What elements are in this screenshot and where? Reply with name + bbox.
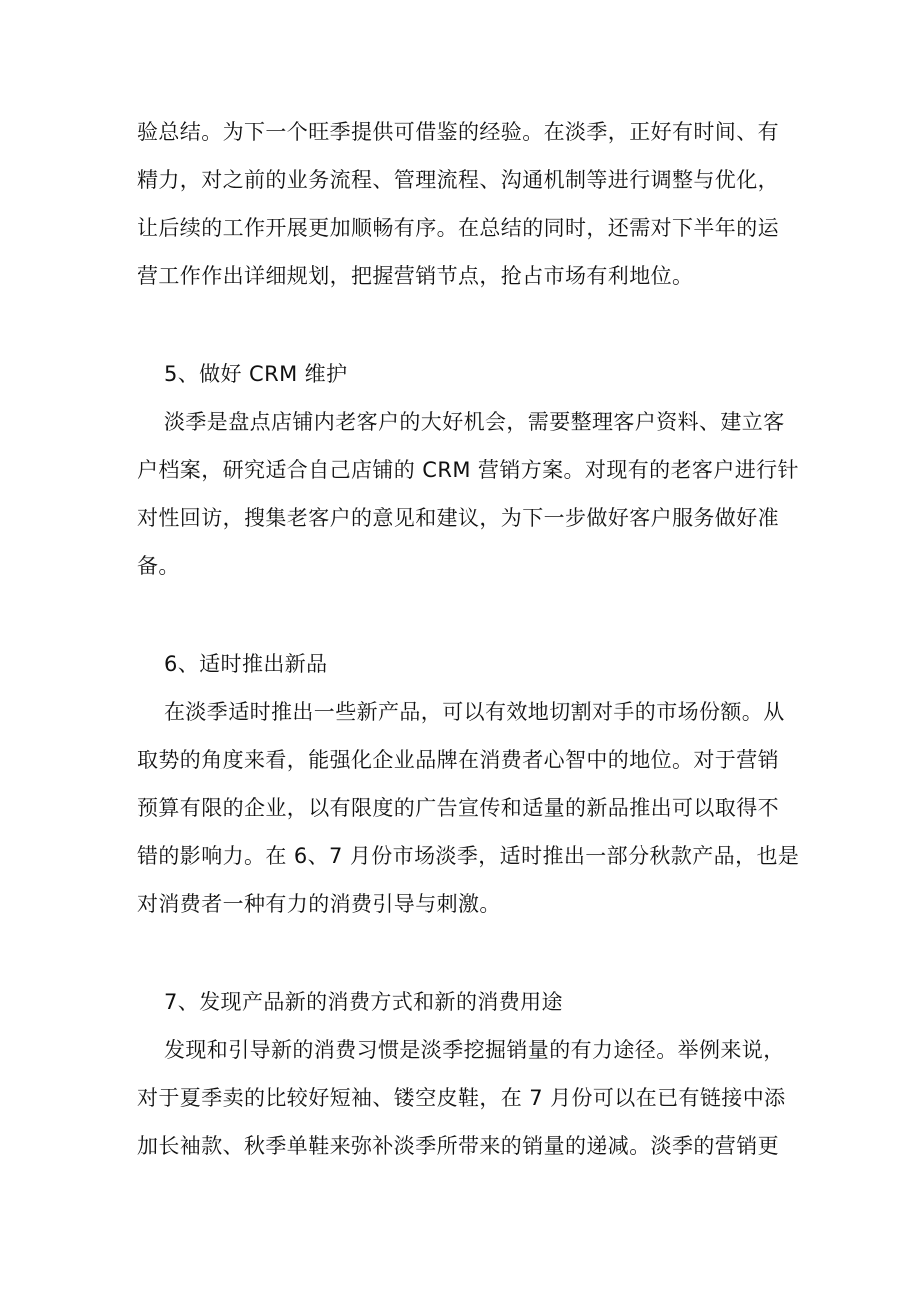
section5-line-1: 淡季是盘点店铺内老客户的大好机会，需要整理客户资料、建立客: [164, 410, 785, 434]
section5-heading: 5、做好 CRM 维护: [164, 362, 348, 386]
section6-line-2: 取势的角度来看，能强化企业品牌在消费者心智中的地位。对于营销: [137, 748, 779, 772]
section5-line-2: 户档案，研究适合自己店铺的 CRM 营销方案。对现有的老客户进行针: [137, 458, 799, 482]
intro-line-2: 精力，对之前的业务流程、管理流程、沟通机制等进行调整与优化，: [137, 168, 779, 192]
section7-line-1: 发现和引导新的消费习惯是淡季挖掘销量的有力途径。举例来说，: [164, 1038, 785, 1062]
intro-line-1: 验总结。为下一个旺季提供可借鉴的经验。在淡季，正好有时间、有: [137, 120, 779, 144]
section7-line-3: 加长袖款、秋季单鞋来弥补淡季所带来的销量的递减。淡季的营销更: [137, 1134, 779, 1158]
section6-line-3: 预算有限的企业，以有限度的广告宣传和适量的新品推出可以取得不: [137, 796, 779, 820]
section5-line-4: 备。: [137, 554, 180, 578]
section6-line-4: 错的影响力。在 6、7 月份市场淡季，适时推出一部分秋款产品，也是: [137, 844, 800, 868]
section7-heading: 7、发现产品新的消费方式和新的消费用途: [164, 990, 563, 1014]
section7-line-2: 对于夏季卖的比较好短袖、镂空皮鞋，在 7 月份可以在已有链接中添: [137, 1086, 786, 1110]
section6-line-1: 在淡季适时推出一些新产品，可以有效地切割对手的市场份额。从: [164, 700, 785, 724]
section5-line-3: 对性回访，搜集老客户的意见和建议，为下一步做好客户服务做好准: [137, 506, 779, 530]
intro-line-4: 营工作作出详细规划，把握营销节点，抢占市场有利地位。: [137, 264, 694, 288]
section6-heading: 6、适时推出新品: [164, 652, 328, 676]
intro-line-3: 让后续的工作开展更加顺畅有序。在总结的同时，还需对下半年的运: [137, 216, 779, 240]
section6-line-5: 对消费者一种有力的消费引导与刺激。: [137, 892, 501, 916]
